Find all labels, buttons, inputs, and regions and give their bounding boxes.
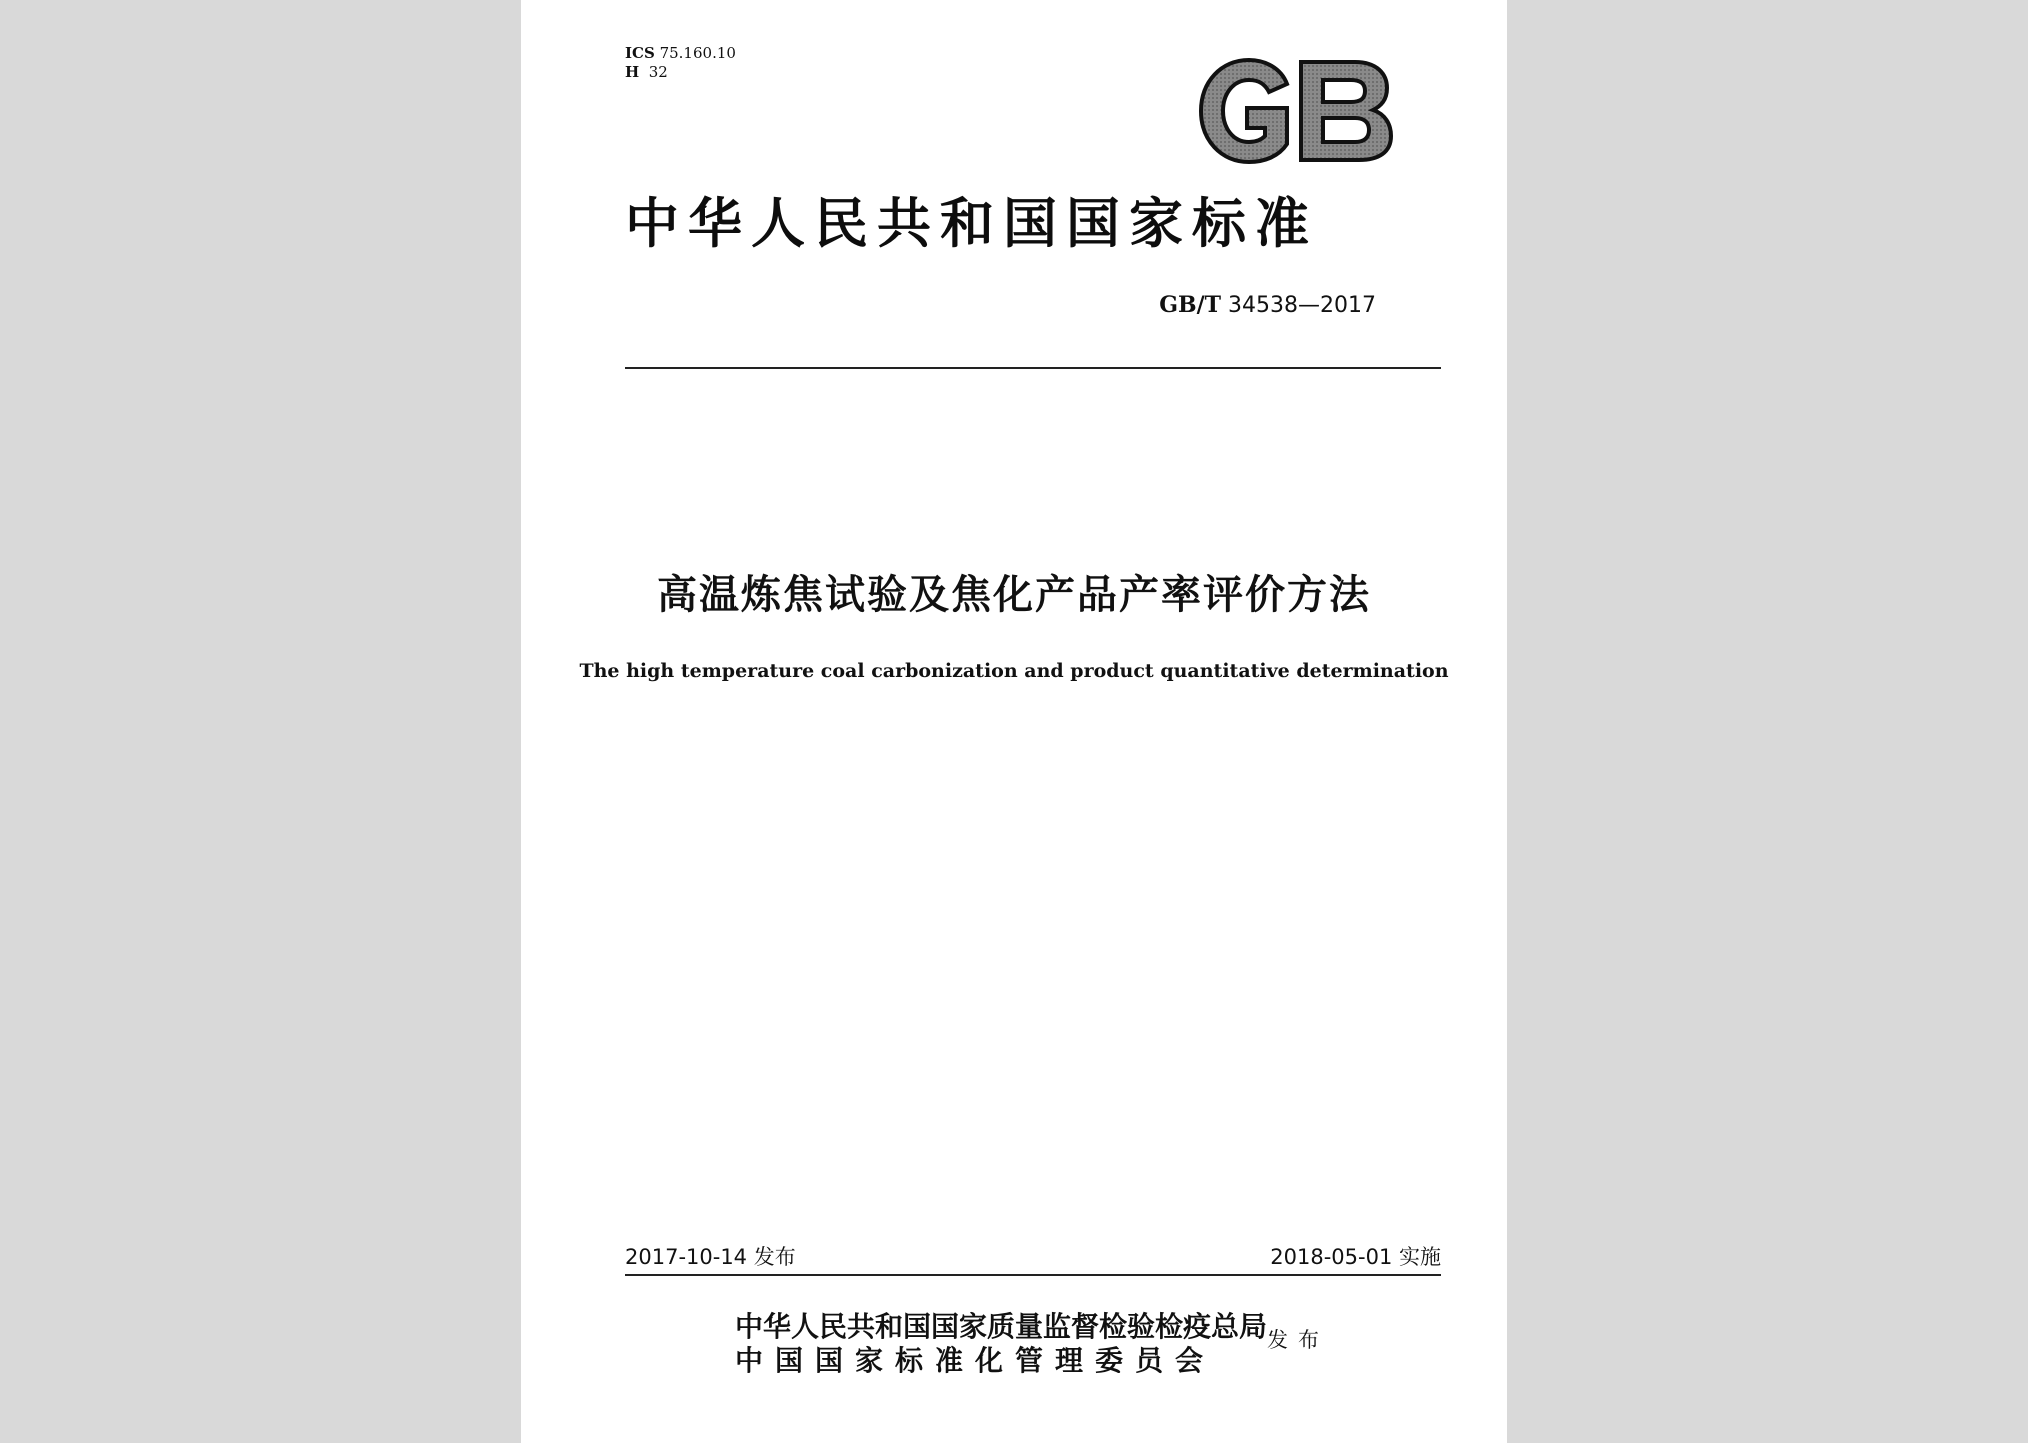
national-standard-title: 中华人民共和国国家标准: [625, 191, 1318, 255]
issue-date: 2017-10-14 发布: [625, 1245, 796, 1269]
top-divider: [625, 367, 1441, 369]
standard-number: [1159, 292, 1376, 318]
ccs-line: H 32: [625, 63, 668, 81]
document-page: [521, 0, 1507, 1443]
classification-codes: [625, 44, 736, 82]
publish-label: 发布: [1267, 1328, 1329, 1352]
bottom-divider: [625, 1274, 1441, 1276]
implementation-date: 2018-05-01 实施: [1270, 1245, 1441, 1269]
document-title-cn: 高温炼焦试验及焦化产品产率评价方法: [657, 572, 1371, 618]
ics-line: ICS 75.160.10: [625, 44, 736, 62]
document-title-en: The high temperature coal carbonization and product quantitative determination: [579, 660, 1449, 682]
standard-prefix: GB/T: [1159, 292, 1222, 318]
issuer-aqsiq: 中华人民共和国国家质量监督检验检疫总局: [735, 1310, 1268, 1343]
gb-logo: [1195, 56, 1395, 166]
standard-code: 34538—2017: [1228, 293, 1376, 318]
issuer-sac: 中国国家标准化管理委员会: [735, 1344, 1216, 1377]
